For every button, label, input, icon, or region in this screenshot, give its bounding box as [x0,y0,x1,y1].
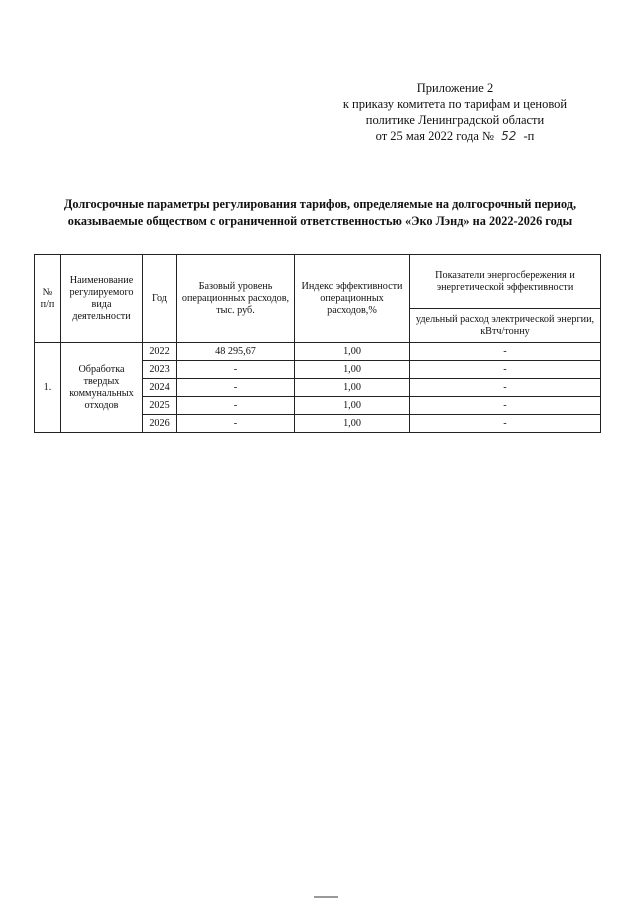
tariff-parameters-table [34,254,601,433]
header-year: Год [143,255,177,343]
cell-efficiency-index: 1,00 [295,361,410,379]
table-header-row [35,255,601,309]
cell-energy: - [410,361,601,379]
cell-energy: - [410,415,601,433]
cell-efficiency-index: 1,00 [295,379,410,397]
document-title [28,196,612,230]
cell-year: 2026 [143,415,177,433]
cell-efficiency-index: 1,00 [295,343,410,361]
appendix-number-suffix: -п [523,129,535,143]
header-activity: Наименование регулируемого вида деятельности [61,255,143,343]
cell-base-level: - [177,415,295,433]
cell-efficiency-index: 1,00 [295,415,410,433]
cell-base-level: 48 295,67 [177,343,295,361]
appendix-header [330,80,580,144]
document-title-line-2: оказываемые обществом с ограниченной ответственностью «Эко Лэнд» на 2022-2026 годы [67,214,573,228]
cell-energy: - [410,397,601,415]
cell-base-level: - [177,379,295,397]
document-title-line-1: Долгосрочные параметры регулирования тарифов, определяемые на долгосрочный период, [63,197,577,211]
cell-year: 2023 [143,361,177,379]
handwritten-order-number: 52 [501,129,517,143]
row-num: 1. [35,343,61,433]
header-energy-group: Показатели энергосбережения и энергетической эффективности [410,255,601,309]
header-base-level: Базовый уровень операционных расходов, тыс. руб. [177,255,295,343]
appendix-date-line [330,128,580,144]
cell-energy: - [410,343,601,361]
appendix-date: от 25 мая 2022 года № [375,129,494,143]
appendix-committee-line: политике Ленинградской области [365,113,545,127]
cell-year: 2022 [143,343,177,361]
row-activity: Обработка твердых коммунальных отходов [61,343,143,433]
scan-artifact-line [314,896,338,898]
cell-base-level: - [177,397,295,415]
table-row [35,343,601,361]
cell-base-level: - [177,361,295,379]
appendix-title: Приложение 2 [416,81,494,95]
cell-energy: - [410,379,601,397]
header-num: № п/п [35,255,61,343]
header-energy-sub: удельный расход электрической энергии, кВтч/тонну [410,309,601,343]
appendix-order-line: к приказу комитета по тарифам и ценовой [342,97,568,111]
cell-year: 2025 [143,397,177,415]
cell-year: 2024 [143,379,177,397]
cell-efficiency-index: 1,00 [295,397,410,415]
header-efficiency-index: Индекс эффективности операционных расходов,% [295,255,410,343]
